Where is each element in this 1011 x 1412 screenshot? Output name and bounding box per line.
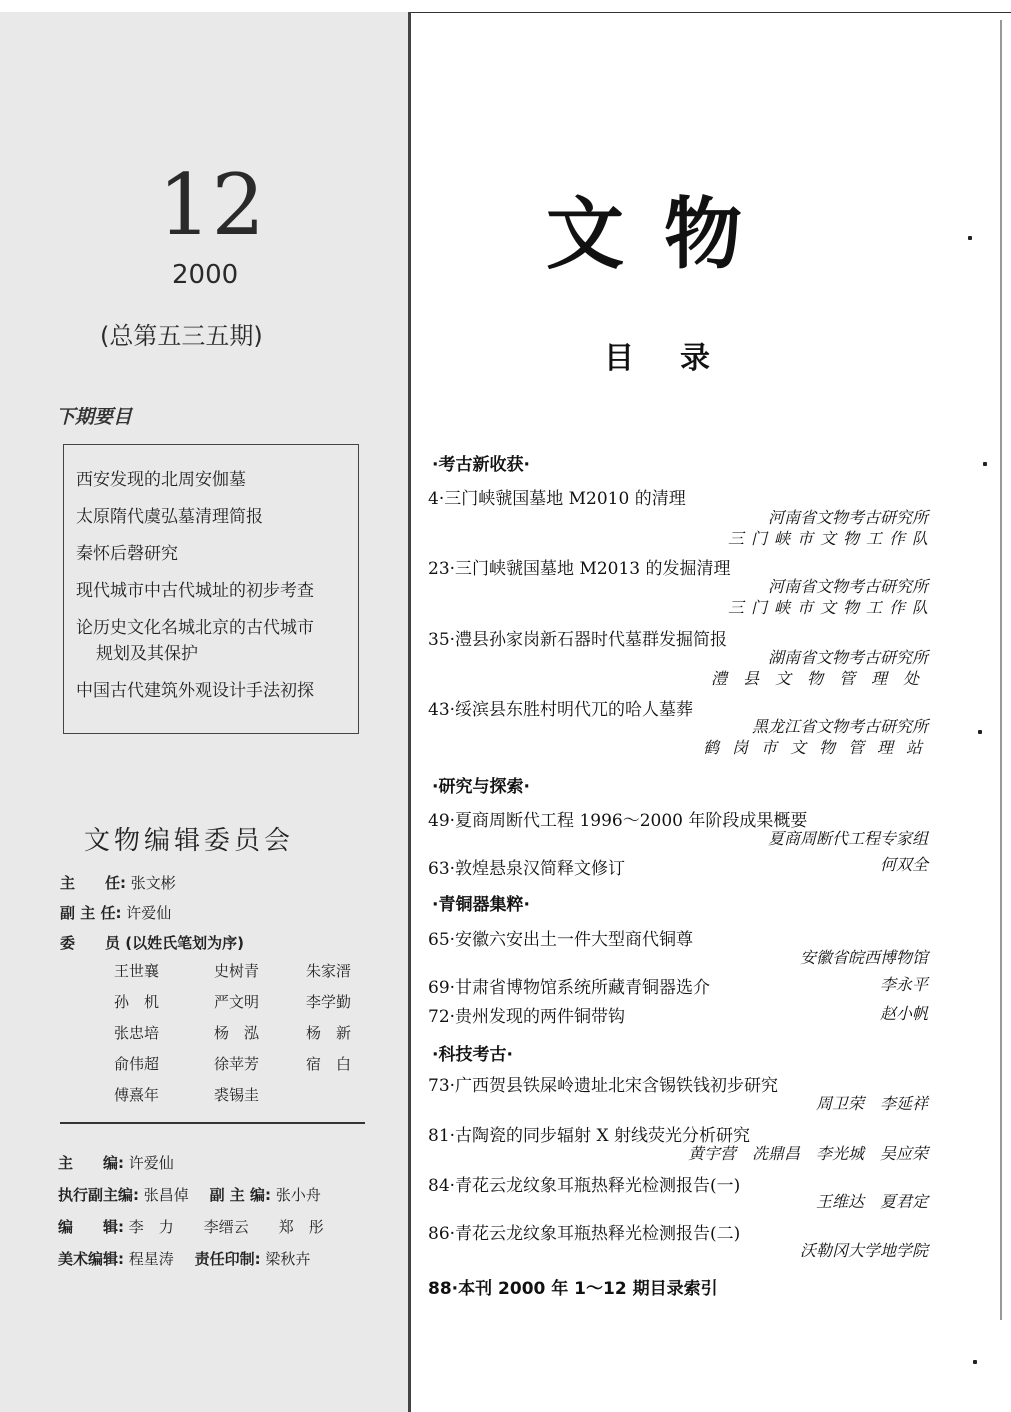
issue-number: 12 [158, 156, 265, 254]
director-name: 张文彬 [130, 874, 176, 892]
committee-members-row [60, 932, 244, 953]
editors-label: 编 辑: [58, 1218, 124, 1236]
next-issue-item-line: 论历史文化名城北京的古代城市 [76, 618, 314, 638]
member-name: 杨 新 [306, 1024, 352, 1042]
toc-entry: 63·敦煌悬泉汉简释文修订 [428, 859, 626, 879]
member-name: 李学勤 [306, 993, 352, 1011]
scan-speck [973, 1360, 977, 1364]
next-issue-item: 秦怀后磬研究 [76, 544, 178, 564]
editor-name: 许爱仙 [128, 1154, 174, 1172]
staff-divider [60, 1122, 365, 1124]
toc-entry: 72·贵州发现的两件铜带钩 [428, 1007, 626, 1027]
toc-entry: 73·广西贺县铁屎岭遗址北宋含锡铁钱初步研究 [428, 1076, 779, 1096]
art-editor-label: 美术编辑: [58, 1250, 124, 1268]
member-name: 裘锡圭 [214, 1086, 260, 1104]
next-issue-box [63, 444, 359, 734]
toc-entry-author: 夏商周断代工程专家组 [767, 829, 928, 848]
print-label: 责任印制: [194, 1250, 261, 1268]
toc-entry-author: 鹤岗市文物管理站 [702, 738, 935, 757]
editors-names: 李 力 李缙云 郑 彤 [128, 1218, 324, 1236]
toc-entry-author: 河南省文物考古研究所 [767, 508, 928, 527]
member-name: 严文明 [214, 993, 260, 1011]
toc-entry: 84·青花云龙纹象耳瓶热释光检测报告(一) [428, 1176, 741, 1196]
member-name: 孙 机 [114, 993, 160, 1011]
vice-director-name: 许爱仙 [126, 904, 172, 922]
committee-director-row [60, 872, 176, 893]
toc-entry-author: 澧县文物管理处 [710, 669, 935, 688]
staff-exec-row [58, 1184, 321, 1205]
toc-entry: 43·绥滨县东胜村明代兀的哈人墓葬 [428, 700, 694, 720]
toc-entry-author: 周卫荣 李延祥 [815, 1094, 928, 1113]
next-issue-item: 中国古代建筑外观设计手法初探 [76, 681, 314, 701]
member-name: 徐苹芳 [214, 1055, 260, 1073]
journal-title: 文物 [546, 189, 783, 280]
issue-year: 2000 [172, 260, 239, 290]
committee-title: 文物编辑委员会 [84, 826, 295, 856]
member-name: 俞伟超 [114, 1055, 160, 1073]
staff-art-row [58, 1248, 310, 1269]
toc-entry: 88·本刊 2000 年 1～12 期目录索引 [428, 1279, 718, 1299]
toc-entry-author: 三门峡市文物工作队 [727, 529, 935, 548]
toc-entry: 81·古陶瓷的同步辐射 X 射线荧光分析研究 [428, 1126, 750, 1146]
member-name: 宿 白 [306, 1055, 352, 1073]
toc-title: 目录 [604, 341, 756, 376]
deputy-editor-label: 副 主 编: [209, 1186, 272, 1204]
toc-entry-author: 何双全 [879, 855, 928, 874]
toc-section-heading: ·科技考古· [432, 1045, 513, 1065]
staff-editors-row [58, 1216, 324, 1237]
toc-entry-author: 三门峡市文物工作队 [727, 598, 935, 617]
next-issue-item [76, 615, 350, 667]
toc-entry: 23·三门峡虢国墓地 M2013 的发掘清理 [428, 559, 731, 579]
toc-section-heading: ·青铜器集粹· [432, 895, 530, 915]
toc-entry-author: 安徽省皖西博物馆 [799, 948, 928, 967]
staff-editor-row [58, 1152, 174, 1173]
next-issue-item-line: 规划及其保护 [96, 644, 198, 664]
member-name: 张忠培 [114, 1024, 160, 1042]
toc-entry-author: 湖南省文物考古研究所 [767, 648, 928, 667]
committee-vice-row [60, 902, 171, 923]
toc-entry: 49·夏商周断代工程 1996～2000 年阶段成果概要 [428, 811, 808, 831]
scan-speck [978, 730, 982, 734]
toc-entry-author: 赵小帆 [879, 1004, 928, 1023]
member-name: 杨 泓 [214, 1024, 260, 1042]
member-name: 朱家溍 [306, 962, 352, 980]
member-name: 王世襄 [114, 962, 160, 980]
toc-entry-author: 李永平 [879, 975, 928, 994]
vice-director-label: 副 主 任: [60, 904, 122, 922]
exec-editor-label: 执行副主编: [58, 1186, 139, 1204]
scan-speck [968, 236, 972, 240]
next-issue-item: 太原隋代虞弘墓清理简报 [76, 507, 263, 527]
toc-entry: 4·三门峡虢国墓地 M2010 的清理 [428, 489, 686, 509]
toc-section-heading: ·研究与探索· [432, 777, 530, 797]
member-name: 史树青 [214, 962, 260, 980]
toc-entry: 69·甘肃省博物馆系统所藏青铜器选介 [428, 978, 711, 998]
toc-entry-author: 河南省文物考古研究所 [767, 577, 928, 596]
members-label: 委 员 (以姓氏笔划为序) [60, 934, 244, 952]
print-name: 梁秋卉 [265, 1250, 311, 1268]
deputy-editor-name: 张小舟 [275, 1186, 321, 1204]
member-name: 傅熹年 [114, 1086, 160, 1104]
toc-entry-author: 黑龙江省文物考古研究所 [751, 717, 928, 736]
toc-entry: 65·安徽六安出土一件大型商代铜尊 [428, 930, 694, 950]
toc-entry: 86·青花云龙纹象耳瓶热释光检测报告(二) [428, 1224, 741, 1244]
director-label: 主 任: [60, 874, 126, 892]
scan-edge-mark [1000, 20, 1002, 1320]
toc-section-heading: ·考古新收获· [432, 455, 530, 475]
next-issue-label: 下期要目 [56, 406, 133, 428]
toc-entry: 35·澧县孙家岗新石器时代墓群发掘简报 [428, 630, 728, 650]
art-editor-name: 程星涛 [128, 1250, 174, 1268]
next-issue-item: 西安发现的北周安伽墓 [76, 470, 246, 490]
next-issue-item: 现代城市中古代城址的初步考查 [76, 581, 314, 601]
toc-entry-author: 黄宇营 冼鼎昌 李光城 吴应荣 [687, 1144, 928, 1163]
toc-entry-author: 王维达 夏君定 [815, 1192, 928, 1211]
editor-label: 主 编: [58, 1154, 124, 1172]
scan-speck [983, 462, 987, 466]
issue-total: (总第五三五期) [100, 322, 263, 350]
toc-entry-author: 沃勒冈大学地学院 [799, 1241, 928, 1260]
exec-editor-name: 张昌倬 [143, 1186, 189, 1204]
